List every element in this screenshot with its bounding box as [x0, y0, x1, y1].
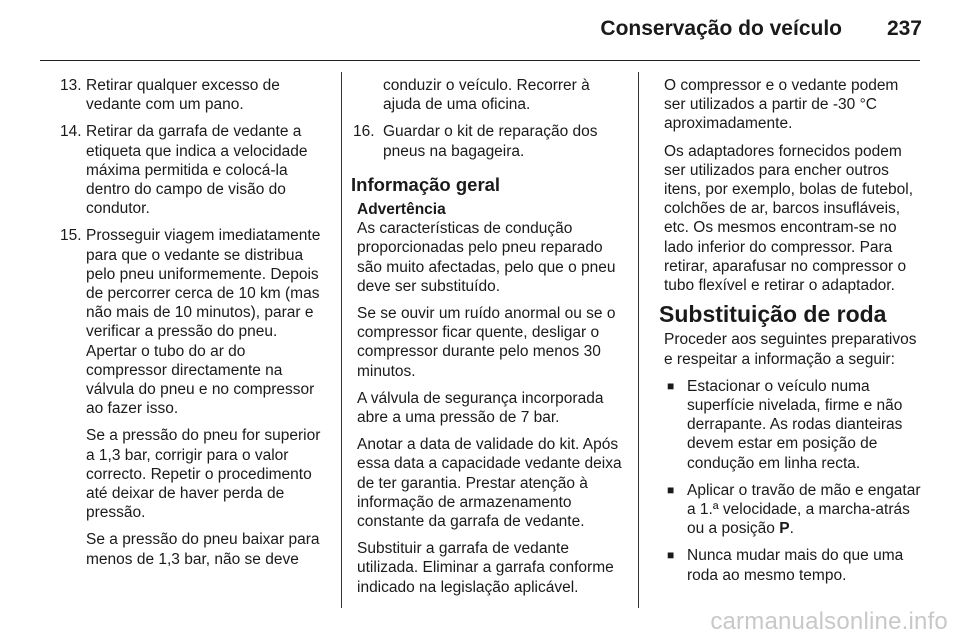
step-number: 15. — [60, 227, 82, 245]
bullet-square-icon: ■ — [667, 548, 675, 563]
paragraph: Se a pressão do pneu for superior a 1,3 bar, corrigir para o valor correcto. Repetir o procedimento até deixar de haver perda de pressão. — [86, 427, 321, 522]
section-heading: Substituição de roda — [659, 301, 887, 328]
column-2 — [351, 76, 625, 605]
step-14 — [62, 122, 328, 218]
step-15-continued: conduzir o veículo. Recorrer à ajuda de uma oficina. — [383, 77, 590, 114]
step-text: Guardar o kit de reparação dos pneus na bagageira. — [383, 123, 598, 160]
subsection-heading: Informação geral — [351, 173, 501, 195]
bullet-square-icon: ■ — [667, 378, 675, 393]
step-text: Prosseguir viagem imediatamente para que o vedante se distribua pelo pneu uniformemente. Depois de percorrer cerca de 10 km (mas não mais de 10 minutos), parar e verificar a pressão do pneu. Apertar o tubo do ar do compressor directamente na válvula do pneu e no compressor ao fazer isso. — [86, 227, 321, 418]
column-3 — [659, 76, 924, 593]
column-1 — [62, 76, 328, 577]
paragraph: Se a pressão do pneu baixar para menos de 1,3 bar, não se deve — [86, 531, 320, 568]
paragraph: Se se ouvir um ruído anormal ou se o compressor ficar quente, desligar o compressor durante pelo menos 30 minutos. — [357, 305, 616, 380]
warning-title: Advertência — [357, 201, 446, 219]
bullet-text — [687, 481, 924, 539]
header-divider — [40, 60, 920, 61]
gear-position-p: P — [779, 520, 790, 538]
paragraph: O compressor e o vedante podem ser utilizados a partir de -30 °C aproximadamente. — [664, 77, 899, 133]
bullet-text-part: Aplicar o travão de mão e engatar a 1.ª velocidade, a marcha-atrás ou a posição — [687, 481, 921, 538]
bullet-item — [664, 377, 924, 473]
step-text: Retirar qualquer excesso de vedante com um pano. — [86, 77, 280, 114]
step-13 — [62, 76, 328, 114]
bullet-text: Estacionar o veículo numa superfície nivelada, firme e não derrapante. As rodas dianteiras devem estar em posição de condução em linha recta. — [687, 377, 903, 472]
step-text: Retirar da garrafa de vedante a etiqueta que indica a velocidade máxima permitida e colocá-la dentro do campo de visão do condutor. — [86, 123, 308, 218]
bullet-square-icon: ■ — [667, 482, 675, 497]
bullet-item — [664, 481, 924, 539]
watermark: carmanualsonline.info — [710, 608, 948, 635]
paragraph: Substituir a garrafa de vedante utilizada. Eliminar a garrafa conforme indicado na legislação aplicável. — [357, 540, 614, 596]
bullet-text-part: . — [789, 520, 794, 538]
header-title: Conservação do veículo — [600, 17, 842, 40]
column-divider-1 — [341, 72, 342, 608]
paragraph: A válvula de segurança incorporada abre a uma pressão de 7 bar. — [357, 389, 604, 427]
warning-block — [357, 200, 625, 296]
step-number: 14. — [60, 123, 82, 141]
paragraph: Proceder aos seguintes preparativos e respeitar a informação a seguir: — [664, 331, 917, 368]
page-number: 237 — [886, 17, 922, 40]
bullet-text: Nunca mudar mais do que uma roda ao mesmo tempo. — [687, 547, 904, 584]
column-divider-2 — [638, 72, 639, 608]
step-16 — [353, 122, 625, 160]
page-header — [0, 0, 960, 62]
step-number: 13. — [60, 77, 82, 94]
paragraph: Os adaptadores fornecidos podem ser utilizados para encher outros itens, por exemplo, bolas de futebol, colchões de ar, barcos insufláveis, etc. Os mesmos encontram-se no lado inferior do compressor. Para retirar, aparafusar no compressor o tubo flexível e retirar o adaptador. — [664, 142, 914, 295]
bullet-item — [664, 546, 924, 584]
paragraph: Anotar a data de validade do kit. Após essa data a capacidade vedante deixa de ter garantia. Prestar atenção à informação de armazenamento constante da garrafa de vedante. — [357, 436, 622, 531]
step-15 — [62, 226, 328, 418]
warning-text: As características de condução proporcionadas pelo pneu reparado são muito afectadas, pelo que o pneu deve ser substituído. — [357, 220, 616, 295]
step-number: 16. — [353, 123, 375, 141]
